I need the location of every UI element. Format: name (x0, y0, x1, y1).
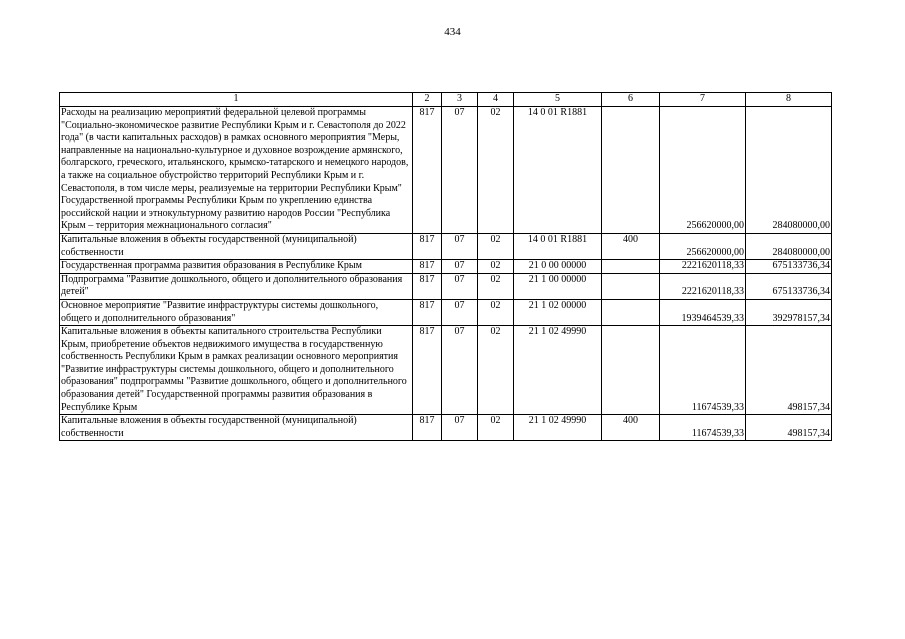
budget-table (59, 92, 832, 441)
table-row (60, 299, 832, 325)
row-section-code: 07 (442, 299, 478, 325)
header-cell: 7 (660, 93, 746, 107)
row-target-article: 14 0 01 R1881 (514, 107, 602, 234)
row-section-code: 07 (442, 326, 478, 415)
row-expense-type (602, 107, 660, 234)
header-cell: 6 (602, 93, 660, 107)
row-section-code: 07 (442, 273, 478, 299)
row-amount-year2: 284080000,00 (746, 107, 832, 234)
row-description: Капитальные вложения в объекты государственной (муниципальной) собственности (60, 233, 413, 259)
row-section-code: 07 (442, 233, 478, 259)
row-amount-year2: 498157,34 (746, 415, 832, 441)
header-cell: 4 (478, 93, 514, 107)
row-amount-year2: 498157,34 (746, 326, 832, 415)
table-row (60, 233, 832, 259)
row-ministry-code: 817 (413, 260, 442, 274)
header-row (60, 93, 832, 107)
row-target-article: 21 1 00 00000 (514, 273, 602, 299)
row-ministry-code: 817 (413, 233, 442, 259)
row-amount-year1: 11674539,33 (660, 415, 746, 441)
row-subsection-code: 02 (478, 415, 514, 441)
row-amount-year1: 256620000,00 (660, 107, 746, 234)
row-target-article: 14 0 01 R1881 (514, 233, 602, 259)
row-amount-year1: 2221620118,33 (660, 273, 746, 299)
row-target-article: 21 1 02 49990 (514, 326, 602, 415)
row-description: Капитальные вложения в объекты государственной (муниципальной) собственности (60, 415, 413, 441)
table-row (60, 107, 832, 234)
table-row (60, 415, 832, 441)
row-subsection-code: 02 (478, 273, 514, 299)
row-subsection-code: 02 (478, 260, 514, 274)
row-subsection-code: 02 (478, 233, 514, 259)
header-cell: 1 (60, 93, 413, 107)
row-amount-year1: 256620000,00 (660, 233, 746, 259)
row-target-article: 21 1 02 00000 (514, 299, 602, 325)
row-ministry-code: 817 (413, 326, 442, 415)
row-amount-year2: 675133736,34 (746, 260, 832, 274)
row-amount-year1: 1939464539,33 (660, 299, 746, 325)
row-subsection-code: 02 (478, 326, 514, 415)
row-section-code: 07 (442, 415, 478, 441)
header-cell: 2 (413, 93, 442, 107)
row-section-code: 07 (442, 107, 478, 234)
row-amount-year1: 11674539,33 (660, 326, 746, 415)
row-section-code: 07 (442, 260, 478, 274)
row-subsection-code: 02 (478, 299, 514, 325)
row-ministry-code: 817 (413, 273, 442, 299)
row-ministry-code: 817 (413, 107, 442, 234)
page-number: 434 (444, 26, 461, 38)
row-expense-type: 400 (602, 233, 660, 259)
row-amount-year2: 392978157,34 (746, 299, 832, 325)
header-cell: 3 (442, 93, 478, 107)
row-description: Капитальные вложения в объекты капитального строительства Республики Крым, приобретение объектов недвижимого имущества в государственную собственность Республики Крым в рамках реализации основного мероприятия "Развитие инфраструктуры системы дошкольного, общего и дополнительного образования" подпрограммы "Развитие дошкольного, общего и дополнительного образования детей" Государственной программы развития образования в Республике Крым (60, 326, 413, 415)
row-subsection-code: 02 (478, 107, 514, 234)
row-expense-type (602, 299, 660, 325)
row-description: Расходы на реализацию мероприятий федеральной целевой программы "Социально-экономическое развитие Республики Крым и г. Севастополя до 2022 года" (в части капитальных расходов) в рамках основного мероприятия "Меры, направленные на национально-культурное и духовное возрождение армянского, болгарского, греческого, итальянского, крымско-татарского и немецкого народов, а также на социальное обустройство территорий Республики Крым и г. Севастополя, в том числе меры, реализуемые на территории Республики Крым" Государственной программы Республики Крым по укреплению единства российской нации и этнокультурному развитию народов России "Республика Крым – территория межнационального согласия" (60, 107, 413, 234)
table-row (60, 273, 832, 299)
row-expense-type: 400 (602, 415, 660, 441)
header-cell: 8 (746, 93, 832, 107)
row-ministry-code: 817 (413, 299, 442, 325)
row-description: Основное мероприятие "Развитие инфраструктуры системы дошкольного, общего и дополнительного образования" (60, 299, 413, 325)
header-cell: 5 (514, 93, 602, 107)
table-row (60, 326, 832, 415)
table-row (60, 260, 832, 274)
row-amount-year2: 284080000,00 (746, 233, 832, 259)
row-expense-type (602, 273, 660, 299)
row-description: Подпрограмма "Развитие дошкольного, общего и дополнительного образования детей" (60, 273, 413, 299)
row-ministry-code: 817 (413, 415, 442, 441)
row-target-article: 21 1 02 49990 (514, 415, 602, 441)
row-expense-type (602, 326, 660, 415)
row-expense-type (602, 260, 660, 274)
row-description: Государственная программа развития образования в Республике Крым (60, 260, 413, 274)
row-amount-year2: 675133736,34 (746, 273, 832, 299)
row-target-article: 21 0 00 00000 (514, 260, 602, 274)
row-amount-year1: 2221620118,33 (660, 260, 746, 274)
